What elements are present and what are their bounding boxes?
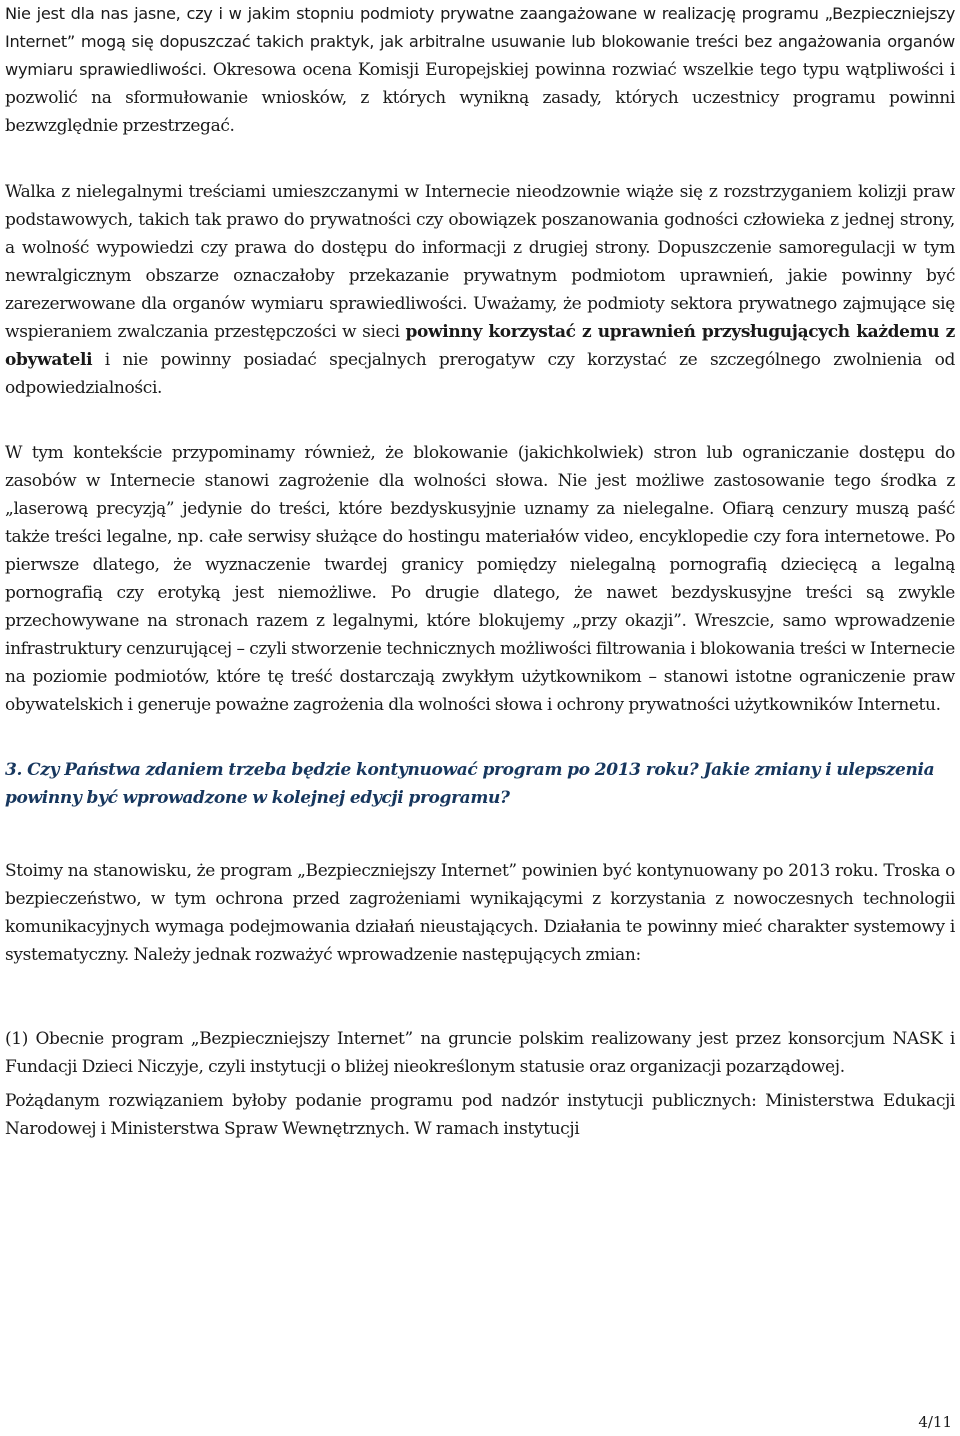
paragraph-illegal-content-text-before: Walka z nielegalnymi treściami umieszczanymi w Internecie nieodzownie wiąże się z rozstrzyganiem kolizji praw podstawowych, takich tak prawo do prywatności czy obowiązek poszanowania godności człowieka z jednej strony, a wolność wypowiedzi czy prawa do dostępu do informacji z drugiej strony. Dopuszczenie samoregulacji w tym newralgicznym obszarze oznaczałoby przekazanie prywatnym podmiotom uprawnień, jakie powinny być zarezerwowane dla organów wymiaru sprawiedliwości. Uważamy, że podmioty sektora prywatnego zajmujące się wspieraniem zwalczania przestępczości w sieci	[5, 182, 955, 342]
paragraph-private-entities-sans-text: Nie jest dla nas jasne, czy i w jakim stopniu podmioty prywatne zaangażowane w realizację programu „Bezpieczniejszy Internet” mogą się dopuszczać takich praktyk, jak arbitralne usuwanie lub blokowanie treści bez angażowania organów wymiaru sprawiedliwości.	[5, 4, 955, 79]
paragraph-private-entities-serif-text: Okresowa ocena Komisji Europejskiej powinna rozwiać wszelkie tego typu wątpliwości i pozwolić na sformułowanie wniosków, z których wynikną zasady, których uczestnicy programu powinni bezwzględnie przestrzegać.	[5, 60, 955, 136]
paragraph-illegal-content	[5, 178, 955, 402]
page-number: 4/11	[918, 1413, 952, 1431]
paragraph-desired-solution: Pożądanym rozwiązaniem byłoby podanie programu pod nadzór instytucji publicznych: Ministerstwa Edukacji Narodowej i Ministerstwa Spraw Wewnętrznych. W ramach instytucji	[5, 1091, 955, 1139]
paragraph-blocking-context: W tym kontekście przypominamy również, że blokowanie (jakichkolwiek) stron lub ograniczanie dostępu do zasobów w Internecie stanowi zagrożenie dla wolności słowa. Nie jest możliwe zastosowanie tego środka z „laserową precyzją” jedynie do treści, które bezdyskusyjnie uznamy za nielegalne. Ofiarą cenzury muszą paść także treści legalne, np. całe serwisy służące do hostingu materiałów video, encyklopedie czy fora internetowe. Po pierwsze dlatego, że wyznaczenie twardej granicy pomiędzy nielegalną pornografią dziecięcą a legalną pornografią czy erotyką jest niemożliwe. Po drugie dlatego, że nawet bezdyskusyjne treści są zwykle przechowywane na stronach razem z legalnymi, które blokujemy „przy okazji”. Wreszcie, samo wprowadzenie infrastruktury cenzurującej – czyli stworzenie technicznych możliwości filtrowania i blokowania treści w Internecie na poziomie podmiotów, które tę treść dostarczają zwykłym użytkownikom – stanowi istotne ograniczenie praw obywatelskich i generuje poważne zagrożenia dla wolności słowa i ochrony prywatności użytkowników Internetu.	[5, 443, 955, 715]
paragraph-illegal-content-bold-text: powinny korzystać z uprawnień przysługujących każdemu z obywateli	[5, 322, 955, 370]
paragraph-continuation-position: Stoimy na stanowisku, że program „Bezpieczniejszy Internet” powinien być kontynuowany po 2013 roku. Troska o bezpieczeństwo, w tym ochrona przed zagrożeniami wynikającymi z korzystania z nowoczesnych technologii komunikacyjnych wymaga podejmowania działań nieustających. Działania te powinny mieć charakter systemowy i systematyczny. Należy jednak rozważyć wprowadzenie następujących zmian:	[5, 861, 955, 965]
question-heading: 3. Czy Państwa zdaniem trzeba będzie kontynuować program po 2013 roku? Jakie zmiany i ulepszenia powinny być wprowadzone w kolejnej edycji programu?	[5, 760, 935, 808]
paragraph-private-entities	[5, 0, 955, 140]
paragraph-current-program: (1) Obecnie program „Bezpieczniejszy Internet” na gruncie polskim realizowany jest przez konsorcjum NASK i Fundacji Dzieci Niczyje, czyli instytucji o bliżej nieokreślonym statusie oraz organizacji pozarządowej.	[5, 1029, 955, 1077]
document-page	[5, 0, 955, 1436]
paragraph-illegal-content-text-after: i nie powinny posiadać specjalnych prerogatyw czy korzystać ze szczególnego zwolnienia od odpowiedzialności.	[5, 350, 955, 398]
